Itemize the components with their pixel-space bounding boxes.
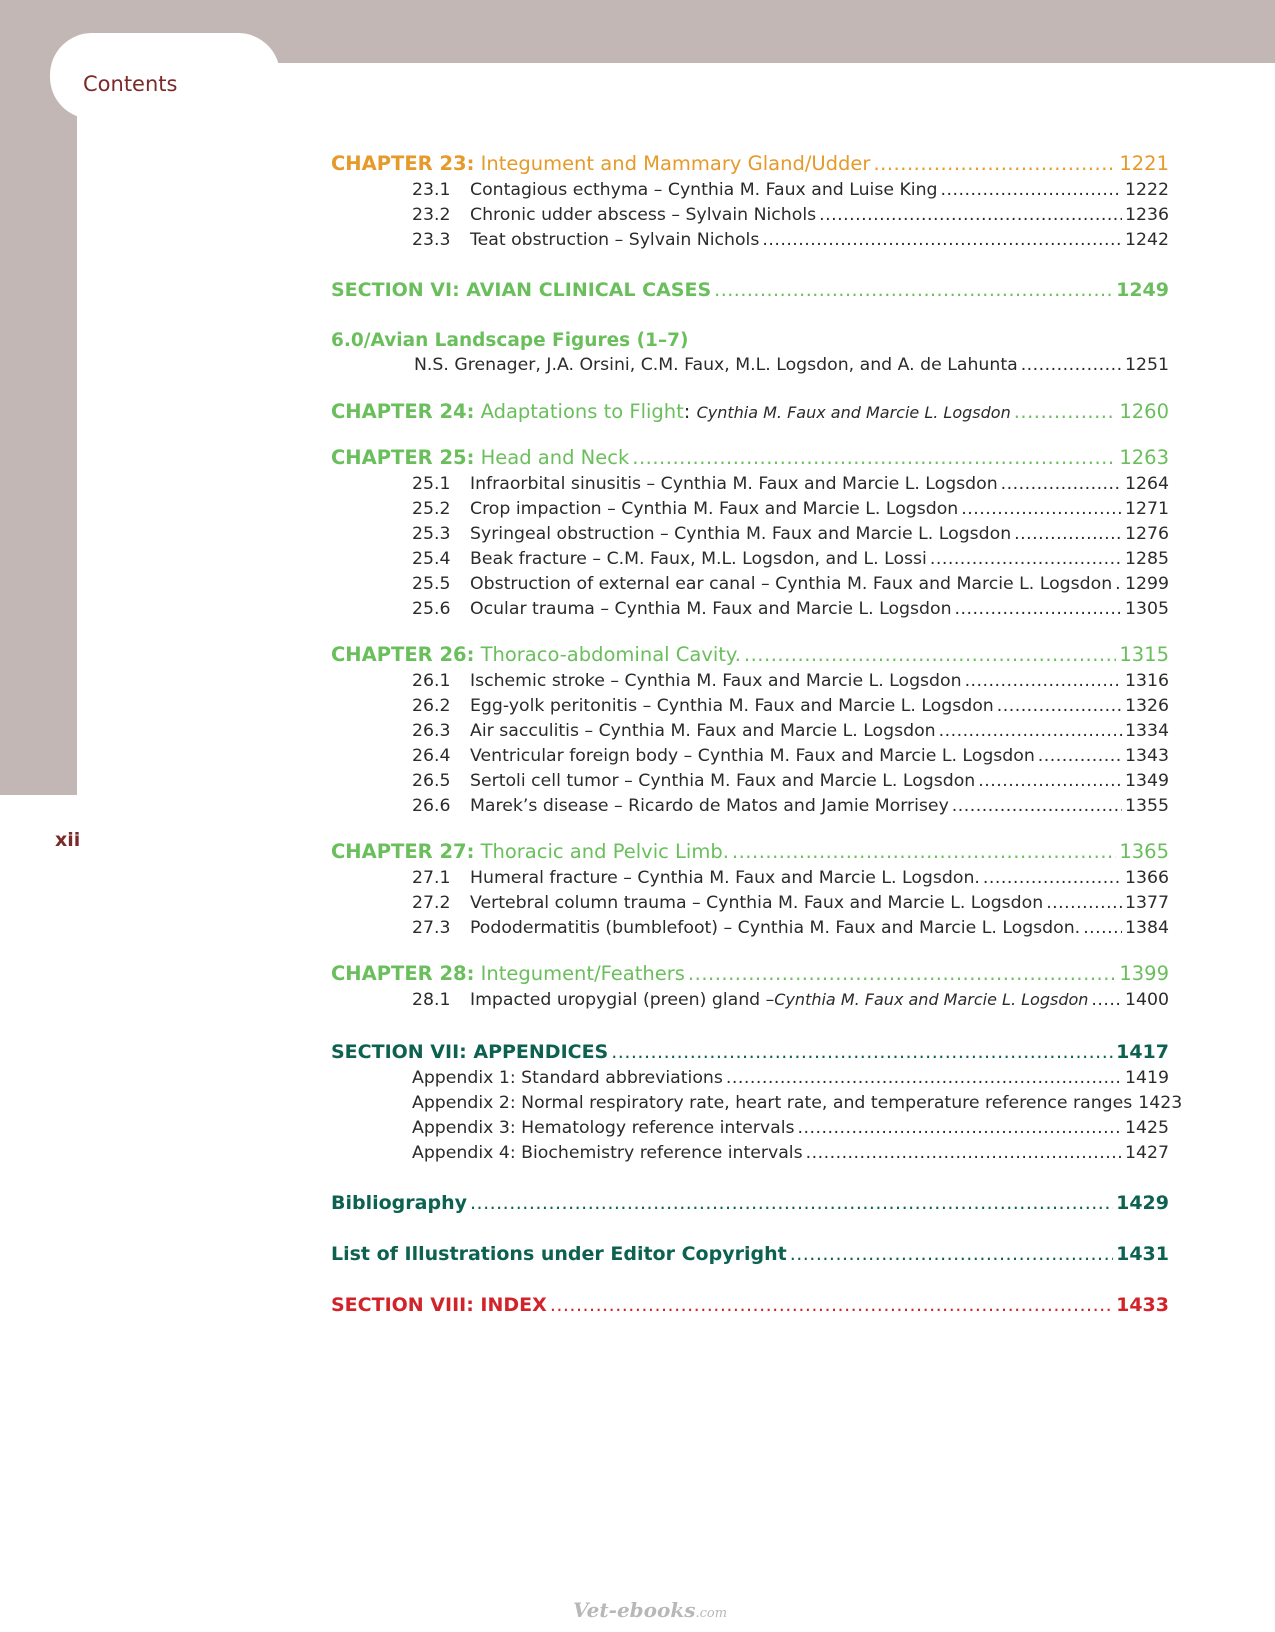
toc-entry[interactable] (331, 868, 1169, 888)
chapter-authors: Cynthia M. Faux and Marcie L. Logsdon (696, 403, 1011, 422)
entry-title: Crop impaction – Cynthia M. Faux and Marcie L. Logsdon (470, 499, 959, 519)
toc-entry[interactable] (331, 524, 1169, 544)
dot-leader (1014, 524, 1122, 544)
entry-number: 23.1 (412, 180, 451, 200)
figures-title: 6.0/Avian Landscape Figures (1–7) (331, 330, 689, 351)
toc-entry[interactable] (331, 893, 1169, 913)
chapter-page: 1315 (1119, 643, 1169, 666)
entry-number: 26.5 (412, 771, 451, 791)
toc-entry[interactable] (331, 721, 1169, 741)
entry-page: 1326 (1125, 696, 1169, 716)
dot-leader (952, 796, 1122, 816)
entry-title: Appendix 2: Normal respiratory rate, heart rate, and temperature reference ranges (412, 1093, 1133, 1113)
toc-entry[interactable] (331, 696, 1169, 716)
entry-title: Air sacculitis – Cynthia M. Faux and Marcie L. Logsdon (470, 721, 936, 741)
dot-leader (961, 499, 1122, 519)
dot-leader (798, 1118, 1123, 1138)
dot-leader (939, 721, 1122, 741)
entry-page: 1264 (1125, 474, 1169, 494)
chapter-label: CHAPTER 23: (331, 152, 475, 175)
entry-number: 23.2 (412, 205, 451, 225)
toc-entry[interactable] (331, 549, 1169, 569)
illustrations-title: List of Illustrations under Editor Copyright (331, 1243, 787, 1265)
entry-title: Chronic udder abscess – Sylvain Nichols (470, 205, 817, 225)
entry-number: 27.2 (412, 893, 451, 913)
entry-page: 1236 (1125, 205, 1169, 225)
toc-entry[interactable] (331, 746, 1169, 766)
chapter-page: 1365 (1119, 840, 1169, 863)
entry-number: 26.2 (412, 696, 451, 716)
chapter-label: CHAPTER 28: (331, 962, 475, 985)
entry-number: 26.3 (412, 721, 451, 741)
entry-number: 26.4 (412, 746, 451, 766)
colon: : (683, 400, 691, 423)
section-title: SECTION VIII: INDEX (331, 1294, 547, 1316)
entry-title: Ocular trauma – Cynthia M. Faux and Marcie L. Logsdon (470, 599, 952, 619)
dot-leader (726, 1068, 1122, 1088)
entry-number: 25.1 (412, 474, 451, 494)
entry-page: 1427 (1125, 1143, 1169, 1163)
toc-chapter-25[interactable] (331, 446, 1169, 469)
dot-leader (873, 152, 1116, 175)
dot-leader (955, 599, 1122, 619)
dot-leader (1014, 400, 1117, 423)
page-number: xii (55, 829, 81, 851)
entry-page: 1377 (1125, 893, 1169, 913)
chapter-label: CHAPTER 26: (331, 643, 475, 666)
watermark-logo (573, 1598, 727, 1622)
section-page: 1433 (1116, 1294, 1169, 1316)
entry-page: 1222 (1125, 180, 1169, 200)
toc-entry[interactable] (331, 1068, 1169, 1088)
chapter-title: Integument and Mammary Gland/Udder (480, 152, 871, 175)
section-title: SECTION VII: APPENDICES (331, 1041, 609, 1063)
toc-chapter-23[interactable] (331, 152, 1169, 175)
entry-page: 1316 (1125, 671, 1169, 691)
bibliography-page: 1429 (1116, 1192, 1169, 1214)
chapter-page: 1260 (1119, 400, 1169, 423)
section-title: SECTION VI: AVIAN CLINICAL CASES (331, 279, 712, 301)
entry-number: 28.1 (412, 990, 451, 1010)
dot-leader (1083, 918, 1122, 938)
chapter-label: CHAPTER 24: (331, 400, 475, 423)
entry-title: Ventricular foreign body – Cynthia M. Faux and Marcie L. Logsdon (470, 746, 1035, 766)
chapter-label: CHAPTER 25: (331, 446, 475, 469)
dot-leader (806, 1143, 1122, 1163)
dot-leader (1001, 474, 1122, 494)
dot-leader (941, 180, 1122, 200)
entry-title: Marek’s disease – Ricardo de Matos and Jamie Morrisey (470, 796, 949, 816)
toc-chapter-24[interactable] (331, 400, 1169, 423)
toc-entry[interactable] (331, 499, 1169, 519)
entry-page: 1384 (1125, 918, 1169, 938)
dot-leader (978, 771, 1122, 791)
chapter-title: Thoracic and Pelvic Limb. (480, 840, 729, 863)
entry-number: 26.6 (412, 796, 451, 816)
entry-page: 1305 (1125, 599, 1169, 619)
chapter-title: Integument/Feathers (480, 962, 685, 985)
toc-entry[interactable] (331, 205, 1169, 225)
entry-page: 1425 (1125, 1118, 1169, 1138)
section-page: 1417 (1116, 1041, 1169, 1063)
toc-entry[interactable] (331, 574, 1169, 594)
entry-page: 1251 (1125, 355, 1169, 375)
chapter-page: 1263 (1119, 446, 1169, 469)
dot-leader (550, 1294, 1113, 1316)
entry-title: Impacted uropygial (preen) gland – (470, 990, 775, 1010)
entry-page: 1400 (1125, 990, 1169, 1010)
toc-entry[interactable] (331, 1118, 1169, 1138)
entry-title: Ischemic stroke – Cynthia M. Faux and Marcie L. Logsdon (470, 671, 962, 691)
entry-title: Egg-yolk peritonitis – Cynthia M. Faux and Marcie L. Logsdon (470, 696, 994, 716)
entry-title: Beak fracture – C.M. Faux, M.L. Logsdon, and L. Lossi (470, 549, 927, 569)
dot-leader (1046, 893, 1122, 913)
dot-leader (632, 446, 1116, 469)
dot-leader (965, 671, 1122, 691)
illustrations-page: 1431 (1116, 1243, 1169, 1265)
page-title: Contents (83, 72, 178, 96)
dot-leader (997, 696, 1122, 716)
chapter-page: 1221 (1119, 152, 1169, 175)
entry-page: 1343 (1125, 746, 1169, 766)
dot-leader (714, 279, 1113, 301)
toc-bibliography[interactable] (331, 1192, 1169, 1214)
entry-page: 1349 (1125, 771, 1169, 791)
entry-number: 25.5 (412, 574, 451, 594)
entry-number: 25.2 (412, 499, 451, 519)
dot-leader (688, 962, 1116, 985)
entry-page: 1419 (1125, 1068, 1169, 1088)
entry-page: 1366 (1125, 868, 1169, 888)
entry-title: Vertebral column trauma – Cynthia M. Faux and Marcie L. Logsdon (470, 893, 1044, 913)
chapter-title: Adaptations to Flight (480, 400, 684, 423)
entry-page: 1299 (1125, 574, 1169, 594)
toc-entry[interactable] (331, 180, 1169, 200)
entry-page: 1271 (1125, 499, 1169, 519)
dot-leader (1115, 574, 1122, 594)
section-page: 1249 (1116, 279, 1169, 301)
entry-title: Contagious ecthyma – Cynthia M. Faux and Luise King (470, 180, 938, 200)
toc-entry[interactable] (331, 230, 1169, 250)
entry-page: 1285 (1125, 549, 1169, 569)
entry-title: Infraorbital sinusitis – Cynthia M. Faux and Marcie L. Logsdon (470, 474, 998, 494)
entry-title: Humeral fracture – Cynthia M. Faux and Marcie L. Logsdon. (470, 868, 980, 888)
entry-title: Appendix 3: Hematology reference intervals (412, 1118, 795, 1138)
dot-leader (819, 205, 1122, 225)
toc-chapter-27[interactable] (331, 840, 1169, 863)
toc-chapter-26[interactable] (331, 643, 1169, 666)
entry-authors: Cynthia M. Faux and Marcie L. Logsdon (774, 990, 1089, 1009)
entry-page: 1242 (1125, 230, 1169, 250)
dot-leader (732, 840, 1116, 863)
chapter-page: 1399 (1119, 962, 1169, 985)
bibliography-title: Bibliography (331, 1192, 467, 1214)
entry-number: 25.3 (412, 524, 451, 544)
toc-entry[interactable] (331, 1093, 1183, 1113)
toc-entry[interactable] (331, 771, 1169, 791)
entry-title: Teat obstruction – Sylvain Nichols (470, 230, 760, 250)
entry-number: 27.1 (412, 868, 451, 888)
entry-number: 25.6 (412, 599, 451, 619)
entry-number: 26.1 (412, 671, 451, 691)
entry-title: Pododermatitis (bumblefoot) – Cynthia M. Faux and Marcie L. Logsdon. (470, 918, 1081, 938)
toc-entry[interactable] (331, 671, 1169, 691)
toc-chapter-28[interactable] (331, 962, 1169, 985)
toc-section-6[interactable] (331, 279, 1169, 301)
entry-number: 23.3 (412, 230, 451, 250)
chapter-title: Head and Neck (480, 446, 630, 469)
entry-title: Syringeal obstruction – Cynthia M. Faux and Marcie L. Logsdon (470, 524, 1012, 544)
dot-leader (930, 549, 1122, 569)
toc-entry[interactable] (331, 1143, 1169, 1163)
chapter-title: Thoraco-abdominal Cavity. (480, 643, 741, 666)
side-band (0, 0, 77, 795)
toc-section-8[interactable] (331, 1294, 1169, 1316)
toc-section-7[interactable] (331, 1041, 1169, 1063)
dot-leader (744, 643, 1116, 666)
dot-leader (762, 230, 1122, 250)
dot-leader (1021, 355, 1122, 375)
entry-number: 27.3 (412, 918, 451, 938)
dot-leader (790, 1243, 1113, 1265)
toc-figures-heading[interactable] (331, 330, 1169, 351)
entry-page: 1423 (1138, 1093, 1183, 1113)
entry-page: 1334 (1125, 721, 1169, 741)
toc-entry[interactable] (331, 355, 1169, 375)
toc-entry[interactable] (331, 990, 1169, 1010)
entry-page: 1276 (1125, 524, 1169, 544)
dot-leader (983, 868, 1122, 888)
entry-title: Appendix 1: Standard abbreviations (412, 1068, 723, 1088)
entry-title: N.S. Grenager, J.A. Orsini, C.M. Faux, M.L. Logsdon, and A. de Lahunta (414, 355, 1018, 375)
chapter-label: CHAPTER 27: (331, 840, 475, 863)
dot-leader (611, 1041, 1113, 1063)
toc-entry[interactable] (331, 918, 1169, 938)
dot-leader (1091, 990, 1122, 1010)
dot-leader (470, 1192, 1113, 1214)
watermark-text: Vet-ebooks (573, 1598, 696, 1622)
watermark-suffix: .com (695, 1606, 728, 1621)
dot-leader (1038, 746, 1122, 766)
toc-entry[interactable] (331, 599, 1169, 619)
entry-title: Sertoli cell tumor – Cynthia M. Faux and Marcie L. Logsdon (470, 771, 976, 791)
toc-illustrations[interactable] (331, 1243, 1169, 1265)
entry-number: 25.4 (412, 549, 451, 569)
entry-title: Appendix 4: Biochemistry reference intervals (412, 1143, 803, 1163)
entry-title: Obstruction of external ear canal – Cynthia M. Faux and Marcie L. Logsdon (470, 574, 1113, 594)
entry-page: 1355 (1125, 796, 1169, 816)
toc-entry[interactable] (331, 796, 1169, 816)
toc-entry[interactable] (331, 474, 1169, 494)
